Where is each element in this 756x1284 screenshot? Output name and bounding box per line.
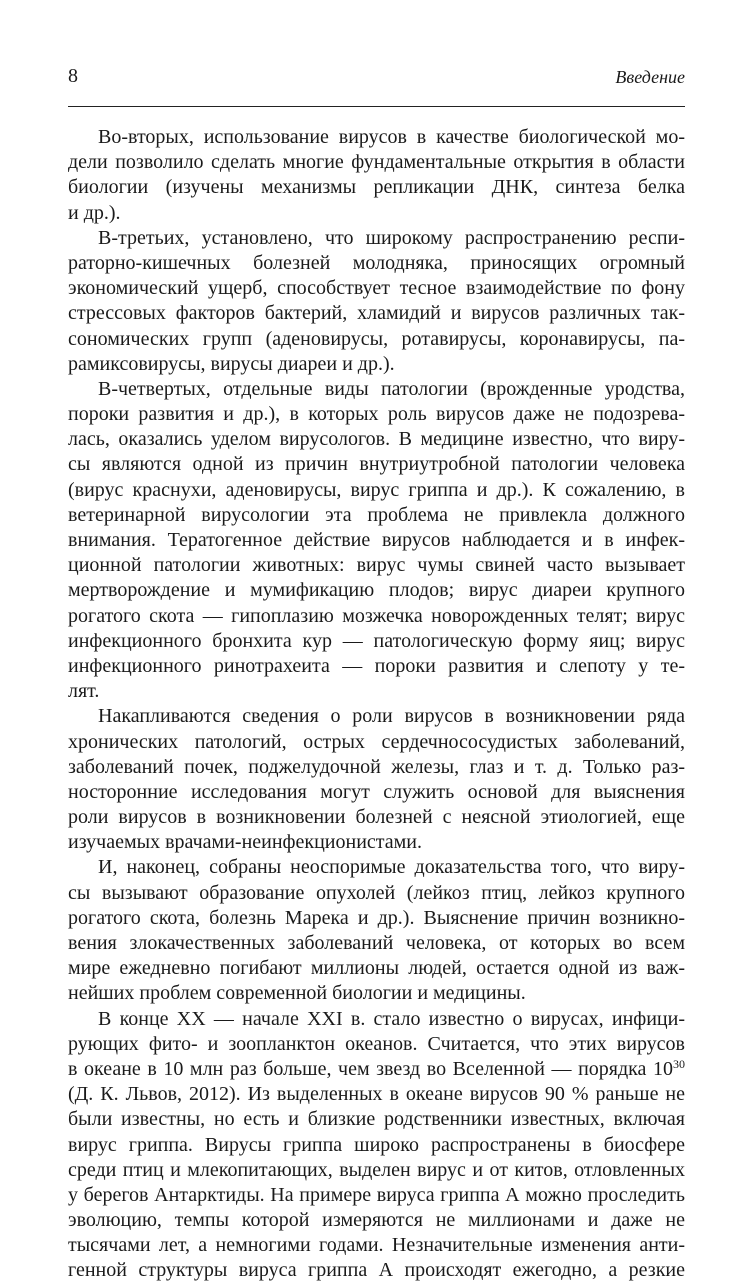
text-line: раторно-кишечных болезней молодняка, приносящих огромный — [68, 251, 685, 274]
text-line: мире ежедневно погибают миллионы людей, остается одной из важ- — [68, 957, 685, 980]
page-number: 8 — [68, 65, 78, 87]
text-line: Накапливаются сведения о роли вирусов в возникновении ряда — [98, 705, 685, 728]
text-line: инфекционного ринотрахеита — пороки развития и слепоту у те- — [68, 654, 685, 677]
text-line: (Д. К. Львов, 2012). Из выделенных в океане вирусов 90 % раньше не — [68, 1083, 685, 1106]
text-line: В-четвертых, отдельные виды патологии (врожденные уродства, — [98, 377, 685, 400]
text-line: (вирус краснухи, аденовирусы, вирус гриппа и др.). К сожалению, в — [68, 478, 685, 501]
text-line: Во-вторых, использование вирусов в качестве биологической мо- — [98, 126, 685, 148]
superscript-exponent: 30 — [673, 1056, 685, 1071]
text-line: рующих фито- и зоопланктон океанов. Считается, что этих вирусов — [68, 1032, 685, 1055]
text-line: заболеваний почек, поджелудочной железы, глаз и т. д. Только раз- — [68, 755, 685, 778]
page-header — [68, 62, 685, 107]
text-line-with-superscript — [68, 1057, 685, 1082]
text-line: дели позволило сделать многие фундаментальные открытия в области — [68, 151, 685, 174]
text-line: хронических патологий, острых сердечнососудистых заболеваний, — [68, 730, 685, 753]
text-line: носторонние исследования могут служить основой для выяснения — [68, 780, 685, 803]
body-text — [68, 125, 685, 1284]
text-line: инфекционного бронхита кур — патологическую форму яиц; вирус — [68, 629, 685, 652]
text-line: сы вызывают образование опухолей (лейкоз птиц, лейкоз крупного — [68, 881, 685, 904]
text-line: рамиксовирусы, вирусы диареи и др.). — [68, 352, 395, 375]
text-line: вения злокачественных заболеваний человека, от которых во всем — [68, 932, 685, 954]
text-line: мертворождение и мумификацию плодов; вирус диареи крупного — [68, 579, 685, 602]
text-line: были известны, но есть и близкие родственники известных, включая — [68, 1108, 685, 1131]
text-line: эволюцию, темпы которой измеряются не миллионами и даже не — [68, 1209, 685, 1232]
text-line: сономических групп (аденовирусы, ротавирусы, коронавирусы, па- — [68, 327, 685, 350]
text-line: тысячами лет, а немногими годами. Незначительные изменения анти- — [68, 1234, 685, 1257]
text-line: лась, оказались уделом вирусологов. В медицине известно, что виру- — [68, 428, 685, 451]
text-line: В-третьих, установлено, что широкому распространению респи- — [98, 226, 685, 249]
text-line: биологии (изучены механизмы репликации ДНК, синтеза белка — [68, 176, 685, 199]
text-line: И, наконец, собраны неоспоримые доказательства того, что виру- — [98, 856, 685, 879]
text-line: ционной патологии животных: вирус чумы свиней часто вызывает — [68, 554, 685, 577]
text-line: у берегов Антарктиды. На примере вируса гриппа А можно проследить — [68, 1183, 685, 1206]
text-line: роли вирусов в возникновении болезней с неясной этиологией, еще — [68, 806, 685, 829]
text-line: экономический ущерб, способствует тесное взаимодействие по фону — [68, 277, 685, 300]
text-line: и др.). — [68, 201, 121, 224]
text-line: рогатого скота — гипоплазию мозжечка новорожденных телят; вирус — [68, 604, 685, 627]
text-line: вирус гриппа. Вирусы гриппа широко распространены в биосфере — [68, 1133, 685, 1156]
text-line: рогатого скота, болезнь Марека и др.). Выяснение причин возникно- — [68, 906, 685, 929]
text-line: пороки развития и др.), в которых роль вирусов даже не подозрева- — [68, 403, 685, 426]
text-line: среди птиц и млекопитающих, выделен вирус и от китов, отловленных — [68, 1158, 685, 1181]
text-line: генной структуры вируса гриппа А происходят ежегодно, а резкие — [68, 1259, 685, 1282]
text-line-content: в океане в 10 млн раз больше, чем звезд во Вселенной — порядка 10 — [68, 1057, 673, 1080]
running-title: Введение — [615, 67, 685, 87]
text-line: лят. — [68, 680, 100, 703]
text-line: В конце XX — начале XXI в. стало известно о вирусах, инфици- — [98, 1007, 685, 1030]
text-line: внимания. Тератогенное действие вирусов наблюдается и в инфек- — [68, 529, 685, 551]
text-line: стрессовых факторов бактерий, хламидий и вирусов различных так- — [68, 302, 685, 325]
text-line: нейших проблем современной биологии и медицины. — [68, 982, 526, 1005]
text-line: изучаемых врачами-неинфекционистами. — [68, 831, 423, 854]
text-line: сы являются одной из причин внутриутробной патологии человека — [68, 453, 685, 476]
text-line: ветеринарной вирусологии эта проблема не привлекла должного — [68, 503, 685, 526]
